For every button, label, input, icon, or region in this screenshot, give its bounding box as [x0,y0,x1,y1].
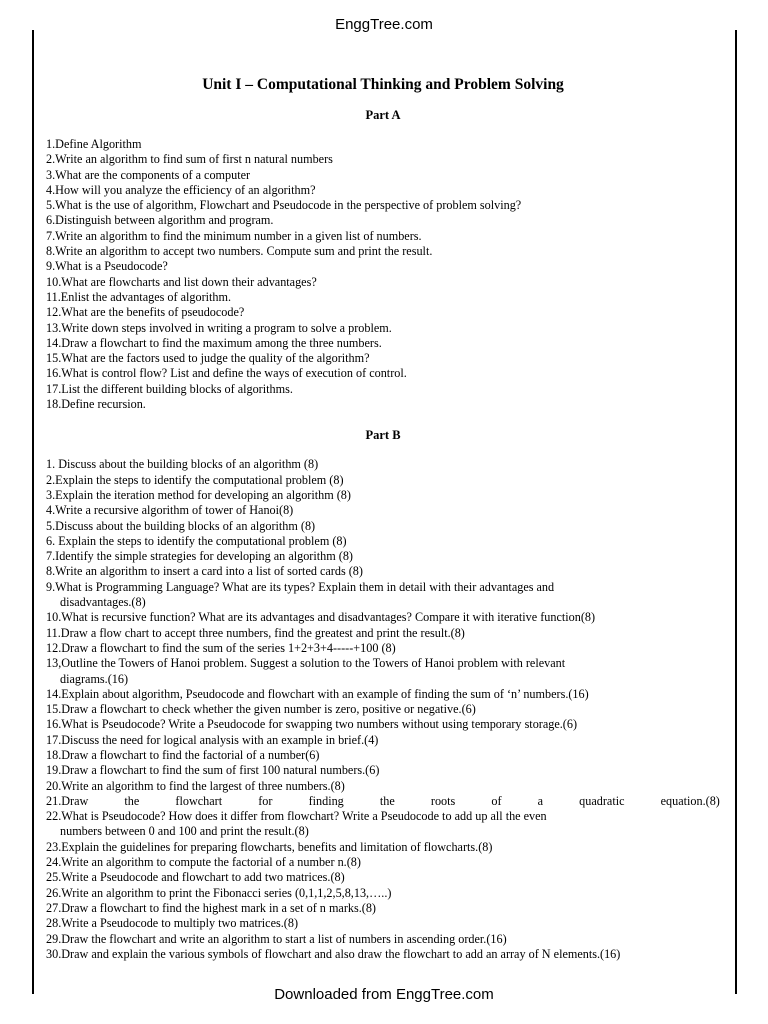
part-b-question [46,901,720,916]
page-footer: Downloaded from EnggTree.com [274,986,494,1003]
part-a-question: 10.What are flowcharts and list down their advantages? [46,274,317,289]
part-b-question [46,916,720,931]
part-b-question [46,702,720,717]
question-text: 20.Write an algorithm to find the largest of three numbers.(8) [46,778,345,793]
part-b-question [46,626,720,641]
question-text: 4.Write a recursive algorithm of tower of Hanoi(8) [46,503,294,518]
question-text: 23.Explain the guidelines for preparing flowcharts, benefits and limitation of flowcharts.(8) [46,839,493,854]
part-b-question [46,549,720,564]
question-text: 13,Outline the Towers of Hanoi problem. Suggest a solution to the Towers of Hanoi problem with relevant [46,656,566,671]
part-a-question: 6.Distinguish between algorithm and program. [46,213,274,228]
part-b-question [46,870,720,885]
question-continuation: numbers between 0 and 100 and print the result.(8) [60,824,309,839]
part-a-question: 7.Write an algorithm to find the minimum number in a given list of numbers. [46,228,422,243]
part-b-question-list [46,457,720,962]
part-a-question: 5.What is the use of algorithm, Flowchart and Pseudocode in the perspective of problem solving? [46,198,522,213]
question-text: 3.Explain the iteration method for developing an algorithm (8) [46,487,351,502]
question-text: 12.Draw a flowchart to find the sum of the series 1+2+3+4-----+100 (8) [46,640,396,655]
part-a-question: 4.How will you analyze the efficiency of an algorithm? [46,182,316,197]
justified-word: a [537,793,544,808]
document-title: Unit I – Computational Thinking and Problem Solving [202,76,564,93]
question-text: 18.Draw a flowchart to find the factorial of a number(6) [46,747,320,762]
part-a-question: 16.What is control flow? List and define the ways of execution of control. [46,366,407,381]
question-text: 25.Write a Pseudocode and flowchart to add two matrices.(8) [46,870,345,885]
part-b-heading: Part B [365,428,401,443]
part-a-question: 14.Draw a flowchart to find the maximum among the three numbers. [46,335,382,350]
part-b-question [46,733,720,748]
part-a-question: 18.Define recursion. [46,397,146,412]
question-text: 28.Write a Pseudocode to multiply two matrices.(8) [46,916,299,931]
part-b-question [46,641,720,656]
justified-word: quadratic [579,793,625,808]
part-a-heading: Part A [365,108,401,122]
part-b-question [46,519,720,534]
part-b-question [46,809,720,840]
question-text: 10.What is recursive function? What are its advantages and disadvantages? Compare it with iterative function(8) [46,610,596,625]
part-b-question [46,779,720,794]
question-text: 5.Discuss about the building blocks of an algorithm (8) [46,518,316,533]
question-text: 7.Identify the simple strategies for developing an algorithm (8) [46,549,353,564]
question-text: 15.Draw a flowchart to check whether the given number is zero, positive or negative.(6) [46,702,476,717]
question-text: 27.Draw a flowchart to find the highest mark in a set of n marks.(8) [46,900,376,915]
part-b-question [46,947,720,962]
justified-word: of [491,793,502,808]
part-a-question-list [46,137,720,412]
question-text: 22.What is Pseudocode? How does it differ from flowchart? Write a Pseudocode to add up all the even [46,809,547,824]
part-b-question [46,488,720,503]
page-header: EnggTree.com [335,16,433,33]
left-border-rule [32,30,34,994]
justified-word: equation.(8) [660,793,720,808]
question-text: 19.Draw a flowchart to find the sum of first 100 natural numbers.(6) [46,763,380,778]
question-text: 14.Explain about algorithm, Pseudocode and flowchart with an example of finding the sum of ‘n’ numbers.(16) [46,686,589,701]
justified-word: 21.Draw [46,793,89,808]
part-a-question: 2.Write an algorithm to find sum of first n natural numbers [46,152,333,167]
part-a-question: 13.Write down steps involved in writing a program to solve a problem. [46,320,392,335]
part-b-question [46,794,720,809]
justified-word: the [124,793,140,808]
part-a-question: 11.Enlist the advantages of algorithm. [46,289,232,304]
part-b-question [46,473,720,488]
part-b-question [46,886,720,901]
question-text: 29.Draw the flowchart and write an algorithm to start a list of numbers in ascending order.(16) [46,931,507,946]
question-text: 11.Draw a flow chart to accept three numbers, find the greatest and print the result.(8) [46,625,465,640]
part-b-question [46,687,720,702]
question-text: 24.Write an algorithm to compute the factorial of a number n.(8) [46,855,361,870]
justified-word: finding [308,793,344,808]
part-b-question [46,717,720,732]
question-text: 16.What is Pseudocode? Write a Pseudocode for swapping two numbers without using temporary storage.(6) [46,717,578,732]
part-b-question [46,763,720,778]
part-b-question [46,656,720,687]
part-a-question: 1.Define Algorithm [46,137,142,151]
part-a-question: 3.What are the components of a computer [46,167,251,182]
justified-word: the [379,793,395,808]
justified-word: roots [430,793,456,808]
part-b-question [46,580,720,611]
part-b-question [46,855,720,870]
part-a-question: 15.What are the factors used to judge the quality of the algorithm? [46,351,370,366]
part-a-question: 9.What is a Pseudocode? [46,259,168,274]
part-b-question [46,840,720,855]
question-text: 2.Explain the steps to identify the computational problem (8) [46,472,344,487]
part-b-question [46,932,720,947]
part-b-question [46,564,720,579]
part-a-question: 12.What are the benefits of pseudocode? [46,305,245,320]
question-text: 17.Discuss the need for logical analysis with an example in brief.(4) [46,732,379,747]
question-text: 8.Write an algorithm to insert a card into a list of sorted cards (8) [46,564,363,579]
part-a-question: 17.List the different building blocks of algorithms. [46,381,293,396]
part-b-question [46,503,720,518]
question-continuation: diagrams.(16) [60,671,129,686]
question-text: 30.Draw and explain the various symbols of flowchart and also draw the flowchart to add an array of N elements.(16) [46,946,621,961]
justified-word: for [258,793,273,808]
question-text: 1. Discuss about the building blocks of an algorithm (8) [46,457,319,472]
part-b-question [46,610,720,625]
justified-word: flowchart [175,793,223,808]
part-b-question [46,534,720,549]
question-text: 26.Write an algorithm to print the Fibonacci series (0,1,1,2,5,8,13,…..) [46,885,392,900]
part-a-question: 8.Write an algorithm to accept two numbers. Compute sum and print the result. [46,244,433,259]
question-text: 6. Explain the steps to identify the computational problem (8) [46,533,347,548]
right-border-rule [735,30,737,994]
question-continuation: disadvantages.(8) [60,595,146,610]
part-b-question [46,457,720,472]
question-text: 9.What is Programming Language? What are its types? Explain them in detail with their advantages and [46,579,555,594]
part-b-question [46,748,720,763]
document-body [46,76,720,962]
